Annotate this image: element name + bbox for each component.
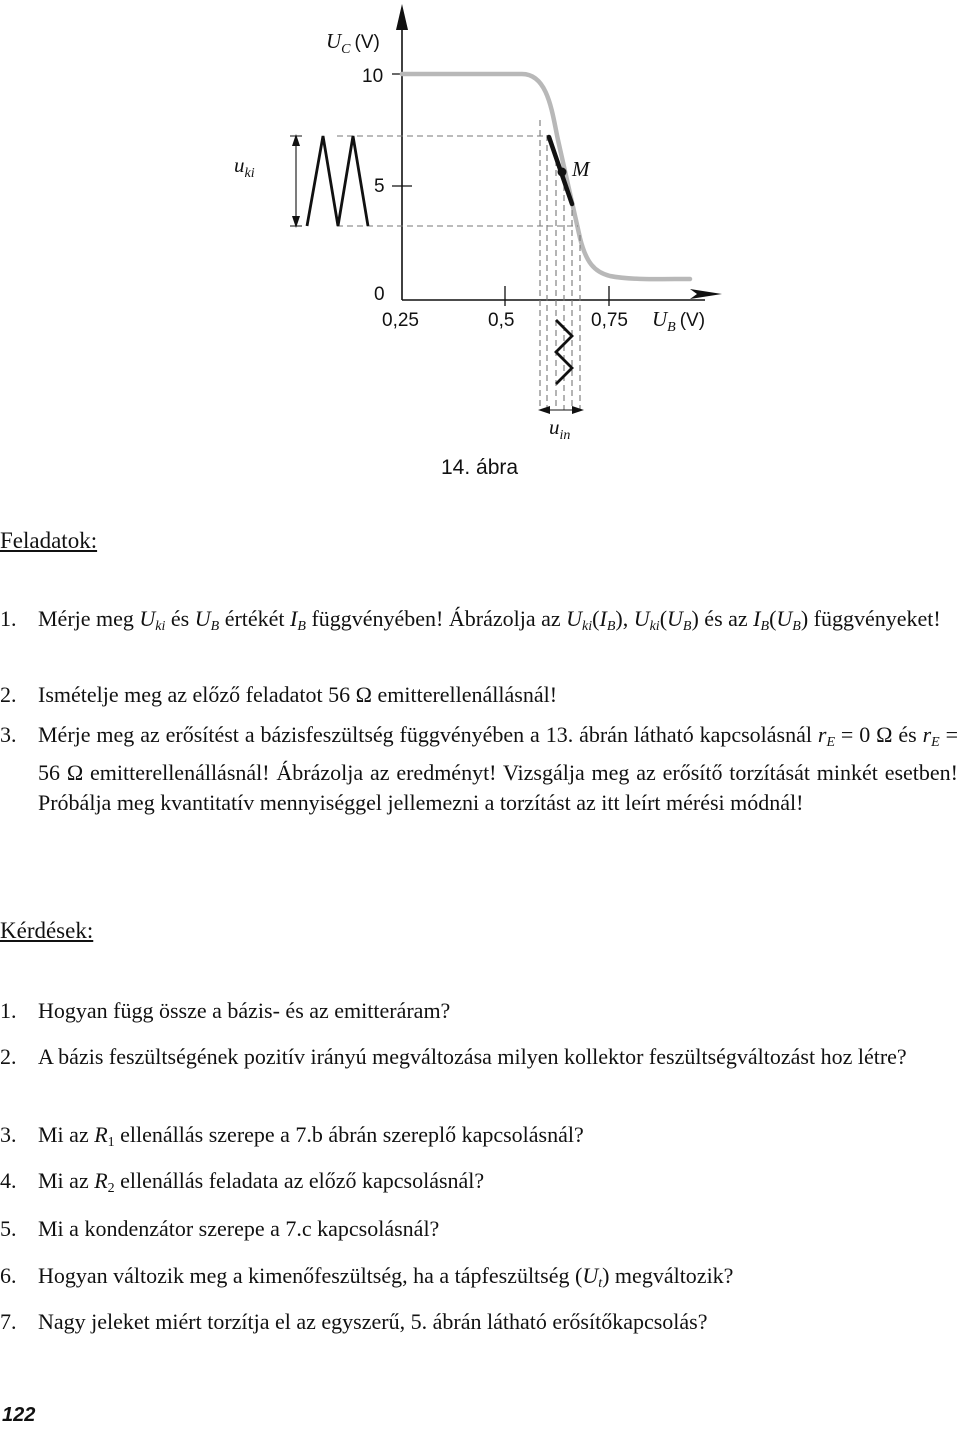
question-1-text: Hogyan függ össze a bázis- és az emitteráram? (38, 998, 451, 1023)
question-7-text: Nagy jeleket miért torzítja el az egyszerű, 5. ábrán látható erősítőkapcsolás? (38, 1309, 708, 1334)
uki-label: uki (234, 153, 255, 181)
output-signal-zigzag (307, 136, 368, 226)
page-number: 122 (2, 1404, 36, 1426)
question-6-number: 6. (0, 1263, 17, 1288)
task-3-text: Mérje meg az erősítést a bázisfeszültség függvényében a 13. ábrán látható kapcsolásnál $r_E = 0$ Ω és $r_E = 56$ Ω emitterellenállásnál! Ábrázolja az eredményt! Vizsgálja meg az erősítő torzítását minkét esetben! Próbálja meg kvantitatív mennyiséggel jellemezni a torzítást az itt leírt mérési módnál! (38, 722, 958, 815)
y-tick-label-5: 5 (374, 176, 385, 197)
question-2 (0, 1042, 958, 1072)
question-5 (0, 1214, 958, 1244)
input-signal-zigzag (556, 320, 572, 384)
dashed-projections (337, 120, 580, 410)
question-2-number: 2. (0, 1044, 17, 1069)
transfer-curve (402, 74, 690, 279)
x-axis-title: UB (V) (652, 307, 706, 335)
y-tick-label-10: 10 (362, 66, 384, 87)
task-3 (0, 720, 958, 818)
uin-arrow-right (572, 406, 584, 414)
figure-caption: 14. ábra (441, 456, 519, 479)
question-2-text: A bázis feszültségének pozitív irányú megváltozása milyen kollektor feszültségváltozást hoz létre? (38, 1044, 907, 1069)
question-5-number: 5. (0, 1216, 17, 1241)
x-tick-label-075: 0,75 (591, 310, 628, 331)
question-4-text: Mi az $R_2$ ellenállás feladata az előző kapcsolásnál? (38, 1168, 485, 1196)
task-2 (0, 680, 958, 710)
question-5-text: Mi a kondenzátor szerepe a 7.c kapcsolásnál? (38, 1216, 440, 1241)
question-7 (0, 1307, 958, 1337)
x-axis-arrow (690, 289, 722, 299)
questions-title: Kérdések: (0, 918, 94, 943)
y-axis-title: UC (V) (326, 29, 380, 57)
task-3-number: 3. (0, 722, 17, 747)
question-7-number: 7. (0, 1309, 17, 1334)
y-axis-arrow (396, 4, 408, 30)
task-1-number: 1. (0, 606, 17, 631)
tasks-title: Feladatok: (0, 528, 98, 553)
question-3-text: Mi az $R_1$ ellenállás szerepe a 7.b ábrán szereplő kapcsolásnál? (38, 1122, 584, 1150)
figure-14 (0, 0, 960, 500)
x-tick-label-05: 0,5 (488, 310, 515, 331)
question-4 (0, 1166, 958, 1204)
point-m-label: M (572, 157, 590, 181)
task-1 (0, 604, 958, 642)
uin-arrow-left (538, 406, 550, 414)
question-3 (0, 1120, 958, 1158)
x-tick-label-025: 0,25 (382, 310, 419, 331)
question-6-text: Hogyan változik meg a kimenőfeszültség, ha a tápfeszültség $(U_t)$ megváltozik? (38, 1263, 734, 1291)
task-2-text: Ismételje meg az előző feladatot 56 Ω emitterellenállásnál! (38, 682, 558, 707)
task-1-text: Mérje meg $U_{ki}$ és $U_B$ értékét $I_B$ függvényében! Ábrázolja az $U_{ki}(I_B)$, $U_{ki}(U_B)$ és az $I_B(U_B)$ függvényeket! (38, 606, 941, 634)
question-1-number: 1. (0, 998, 17, 1023)
question-3-number: 3. (0, 1122, 17, 1147)
question-1 (0, 996, 958, 1026)
y-tick-label-0: 0 (374, 284, 385, 305)
operating-point-m (558, 168, 567, 177)
question-6 (0, 1261, 958, 1299)
uin-label: uin (549, 415, 571, 443)
task-2-number: 2. (0, 682, 17, 707)
question-4-number: 4. (0, 1168, 17, 1193)
